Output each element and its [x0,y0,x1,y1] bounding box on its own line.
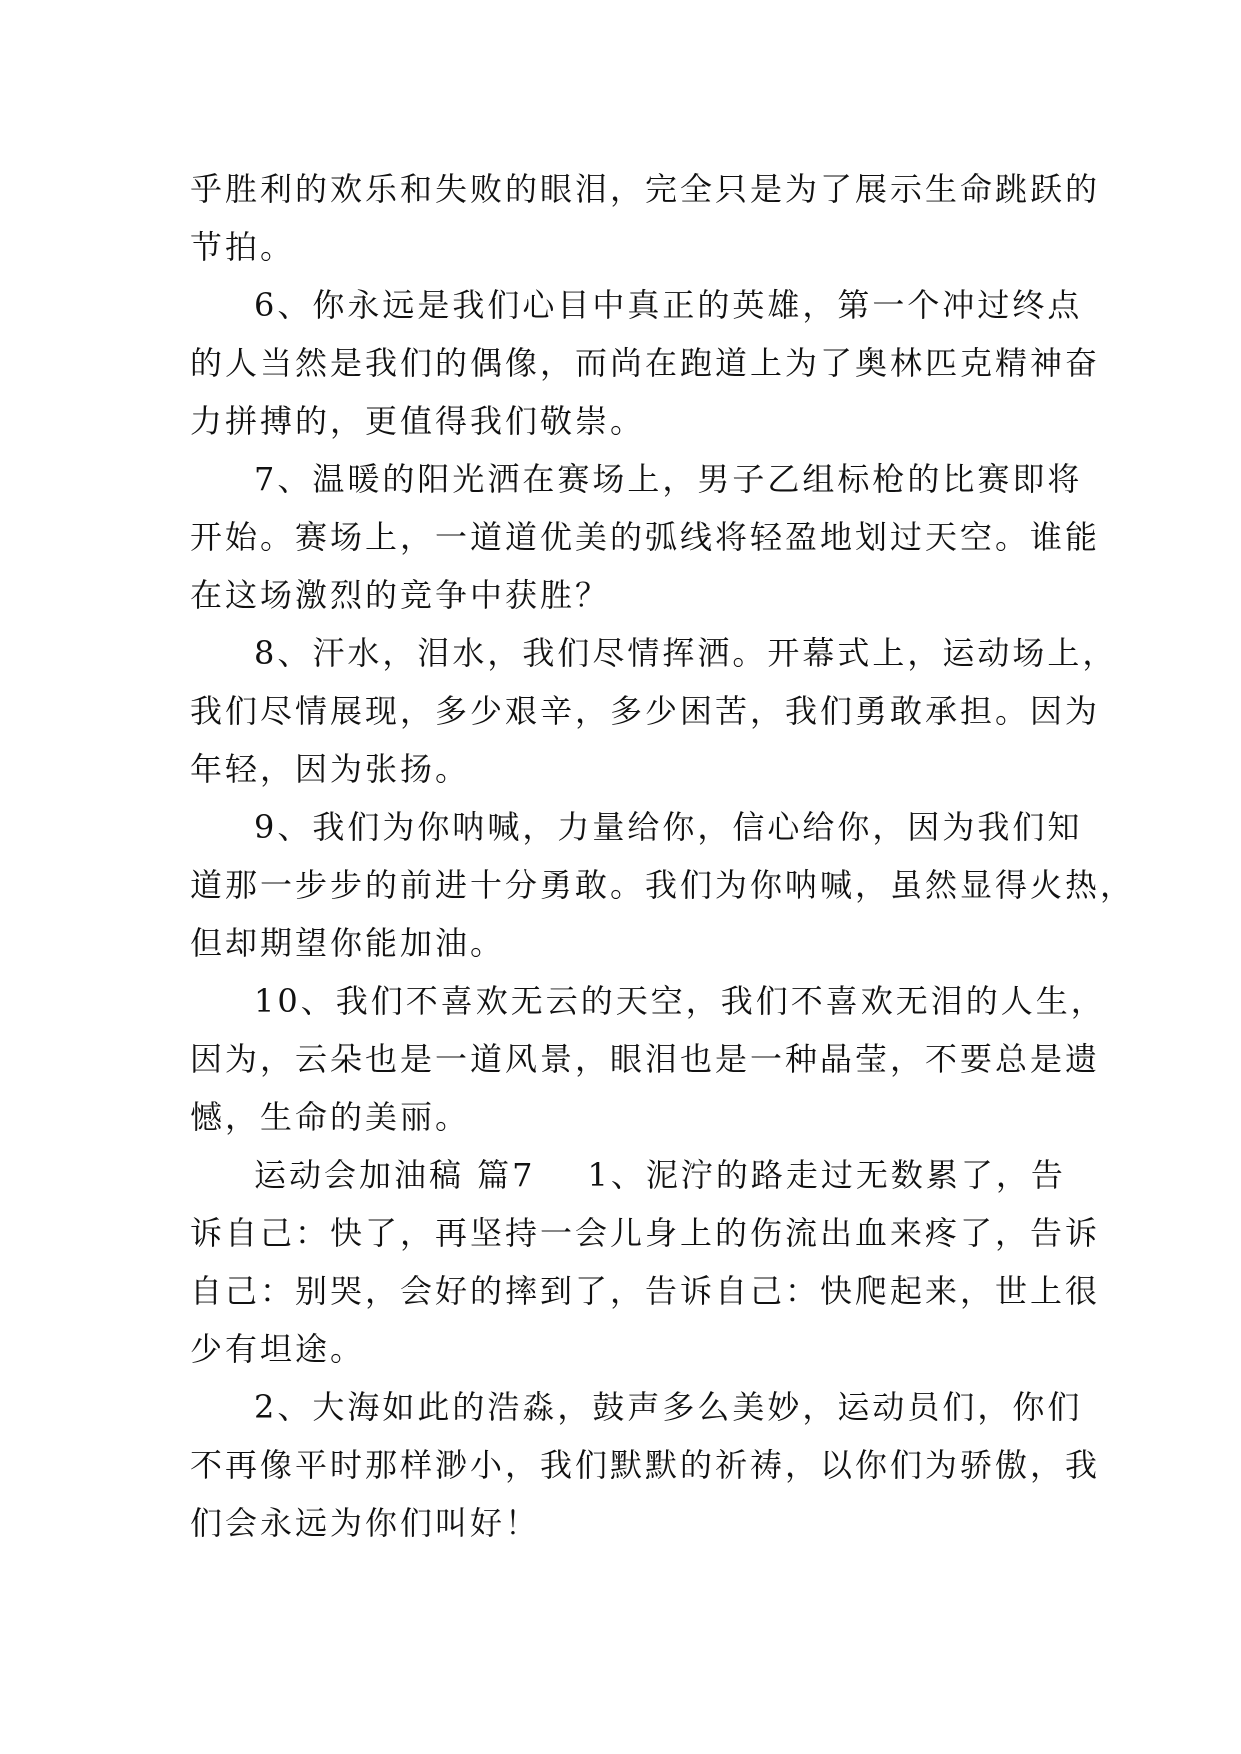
paragraph-10-line: 10、我们不喜欢无云的天空，我们不喜欢无泪的人生， [254,982,1106,1020]
text-line: 力拼搏的，更值得我们敬崇。 [190,402,646,440]
text-line: 年轻，因为张扬。 [190,750,471,788]
text-line: 我们尽情展现，多少艰辛，多少困苦，我们勇敢承担。因为 [190,692,1101,730]
text-line: 因为，云朵也是一道风景，眼泪也是一种晶莹，不要总是遗 [190,1040,1101,1078]
section-heading-line [190,1146,1070,1204]
text-line: 自己：别哭，会好的摔到了，告诉自己：快爬起来，世上很 [190,1272,1101,1310]
section-first-line: 1、泥泞的路走过无数累了，告 [587,1156,1066,1194]
text-line: 道那一步步的前进十分勇敢。我们为你呐喊，虽然显得火热， [190,866,1136,904]
paragraph-7-line: 7、温暖的阳光洒在赛场上，男子乙组标枪的比赛即将 [254,460,1083,498]
text-line: 的人当然是我们的偶像，而尚在跑道上为了奥林匹克精神奋 [190,344,1101,382]
paragraph-8-line: 8、汗水，泪水，我们尽情挥洒。开幕式上，运动场上， [254,634,1118,672]
text-line: 在这场激烈的竞争中获胜？ [190,576,611,614]
paragraph-2-line: 2、大海如此的浩淼，鼓声多么美妙，运动员们，你们 [254,1388,1083,1426]
text-line: 们会永远为你们叫好！ [190,1504,541,1542]
paragraph-6-line: 6、你永远是我们心目中真正的英雄，第一个冲过终点 [254,286,1083,324]
text-line: 诉自己：快了，再坚持一会儿身上的伤流出血来疼了，告诉 [190,1214,1101,1252]
text-line: 不再像平时那样渺小，我们默默的祈祷，以你们为骄傲，我 [190,1446,1101,1484]
document-page [190,160,1136,1552]
text-line: 少有坦途。 [190,1330,366,1368]
section-heading: 运动会加油稿 篇7 [254,1156,536,1194]
text-line: 但却期望你能加油。 [190,924,506,962]
text-line: 憾，生命的美丽。 [190,1098,471,1136]
paragraph-9-line: 9、我们为你呐喊，力量给你，信心给你，因为我们知 [254,808,1083,846]
text-line: 乎胜利的欢乐和失败的眼泪，完全只是为了展示生命跳跃的 [190,170,1101,208]
text-line: 节拍。 [190,228,296,266]
text-line: 开始。赛场上，一道道优美的弧线将轻盈地划过天空。谁能 [190,518,1101,556]
